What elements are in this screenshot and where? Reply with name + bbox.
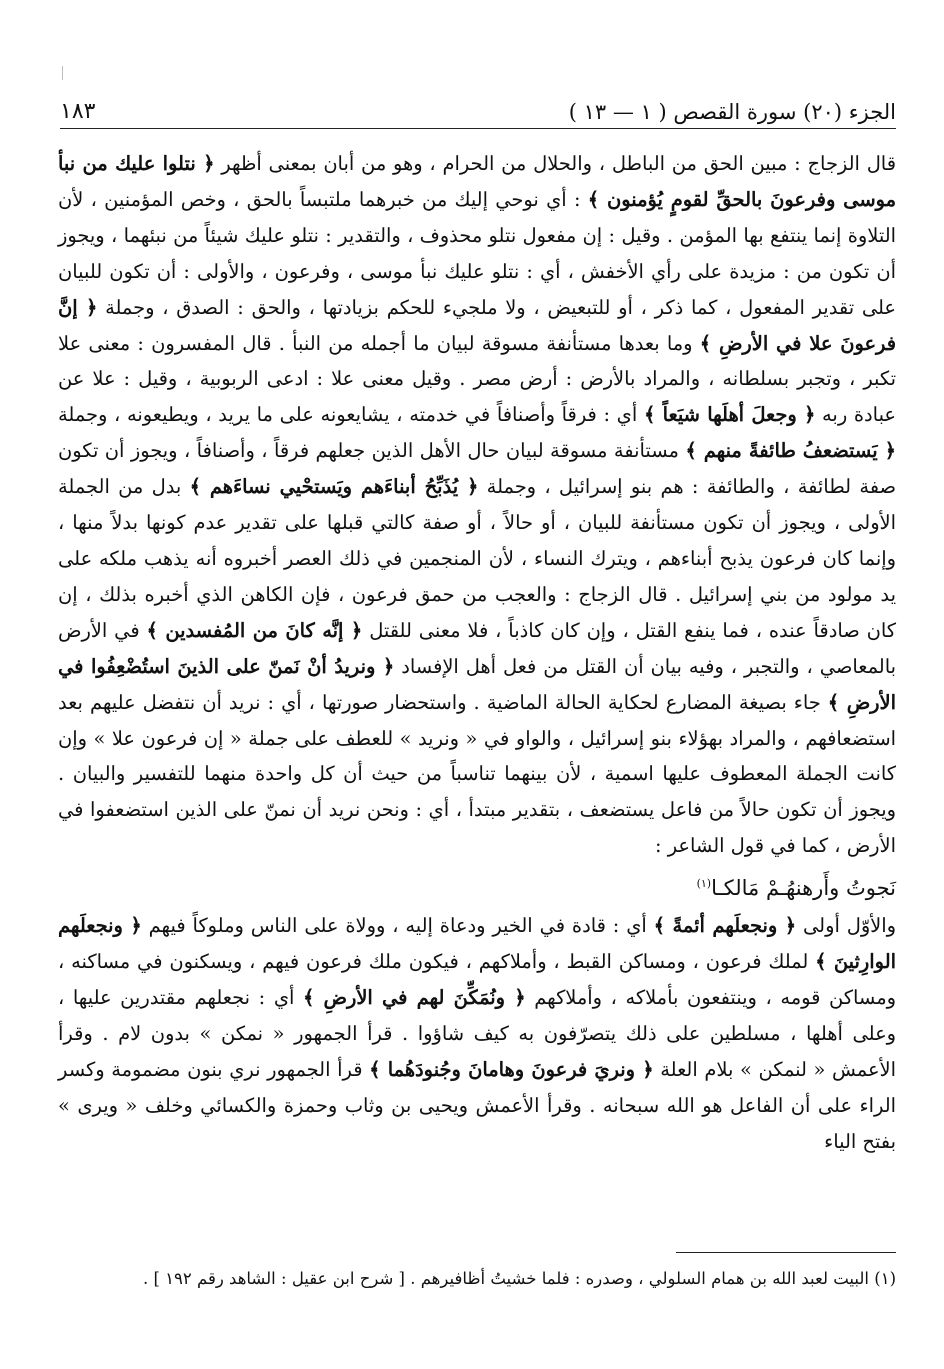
text-run: مستأنفة مسوقة لبيان حال الأهل الذين جعلهم فرقاً ، وأصنافاً ، ويجوز أن تكون صفة لطائفة ، والطائفة : هم بنو إسرائيل ، وجملة <box>58 439 896 499</box>
text-run: والأوّل أولى <box>796 914 896 938</box>
quran-quote: ﴿ ونريَ فرعونَ وهامانَ وجُنودَهُما ﴾ <box>369 1057 654 1081</box>
quran-quote: ﴿ ونجعلَهم أئمةً ﴾ <box>653 914 797 938</box>
text-run: جاء بصيغة المضارع لحكاية الحالة الماضية . واستحضار صورتها ، أي : نريد أن نتفضل عليهم بعد استضعافهم ، والمراد بهؤلاء بنو إسرائيل ، والواو في « ونريد » للعطف على جملة « إن فرعون علا » وإن كانت الجملة المعطوف عليها اسمية ، لأن بينهما تناسباً من حيث أن كل واحدة منهما للتفسير والبيان . ويجوز أن تكون حالاً من فاعل يستضعف ، بتقدير مبتدأ ، أي : ونحن نريد أن نمنّ على الذين استضعفوا في الأرض ، كما في قول الشاعر : <box>58 690 896 858</box>
quran-quote: ﴿ ونُمَكِّنَ لهم في الأرضِ ﴾ <box>303 985 526 1009</box>
quran-quote: ﴿ إنَّه كانَ من المُفسدين ﴾ <box>146 618 363 642</box>
text-run: بدل من الجملة الأولى ، ويجوز أن تكون مستأنفة للبيان ، أو حالاً ، أو صفة كالتي قبلها على تقدير عدم كونها بدلاً منها ، وإنما كان فرعون يذبح أبناءهم ، ويترك النساء ، لأن المنجمين في ذلك العصر أخبروه أنه يذهب ملكه على يد مولود من بني إسرائيل . قال الزجاج : والعجب من حمق فرعون ، فإن الكاهن الذي أخبره بذلك ، إن كان صادقاً عنده ، فما ينفع القتل ، وإن كان كاذباً ، فلا معنى للقتل <box>58 475 896 642</box>
verse-text: نَجوتُ وأَرهنهُـمْ مَالكـا <box>711 876 896 901</box>
footnote-divider <box>676 1252 896 1253</box>
quran-quote: ﴿ إنَّ فرعونَ علا في الأرضِ ﴾ <box>58 295 897 355</box>
quran-quote: ﴿ ونجعلَهم الوارِثينَ ﴾ <box>58 914 896 974</box>
text-run: وما بعدها مستأنفة مسوقة لبيان ما أجمله من النبأ . قال المفسرون : معنى علا تكبر ، وتجبر بسلطانه ، والمراد بالأرض : أرض مصر . وقيل معنى علا : ادعى الربوبية ، وقيل : علا عن عبادة ربه <box>58 331 896 427</box>
text-run: في الأرض بالمعاصي ، والتجبر ، وفيه بيان أن القتل من فعل أهل الإفساد <box>58 618 897 678</box>
quran-quote: ﴿ وجعلَ أهلَها شيَعاً ﴾ <box>643 403 816 427</box>
quran-quote: ﴿ ونريدُ أنْ نَمنّ على الذينَ استُضْعِفُوا في الأرضِ ﴾ <box>58 654 896 714</box>
text-run: لملك فرعون ، ومساكن القبط ، وأملاكهم ، فيكون ملك فرعون فيهم ، ويسكنون في مساكنه ، ومساكن قومه ، وينتفعون بأملاكه ، وأملاكهم <box>58 950 896 1009</box>
footnote-marker: (١) <box>696 877 712 891</box>
text-run: قال الزجاج : مبين الحق من الباطل ، والحلال من الحرام ، وهو من أبان بمعنى أظهر <box>214 152 896 175</box>
text-run: : أي نوحي إليك من خبرهما ملتبساً بالحق ، وخص المؤمنين ، لأن التلاوة إنما ينتفع بها المؤمن . وقيل : إن مفعول نتلو محذوف ، والتقدير : نتلو عليك شيئاً من نبئهما ، ويجوز أن تكون من : مزيدة على رأي الأخفش ، أي : نتلو عليك نبأ موسى ، وفرعون ، والأولى : أن تكون للبيان على تقدير المفعول ، كما ذكر ، أو للتبعيض ، ولا ملجيء للحكم بزيادتها ، والحق : الصدق ، وجملة <box>58 187 896 319</box>
text-run: أي : نجعلهم مقتدرين عليها ، وعلى أهلها ، مسلطين على ذلك يتصرّفون به كيف شاؤوا . قرأ الجمهور « نمكن » بدون لام . وقرأ الأعمش « لنمكن » بلام العلة <box>58 985 897 1081</box>
text-run: أي : فرقاً وأصنافاً في خدمته ، يشايعونه على ما يريد ، ويطيعونه ، وجملة <box>58 403 644 427</box>
footnote: (١) البيت لعبد الله بن همام السلولي ، وصدره : فلما خشيتُ أظافيرهم . [ شرح ابن عقيل : الشاهد رقم ١٩٢ ] . <box>142 1269 896 1288</box>
page-number: ١٨٣ <box>60 99 96 124</box>
page-header <box>60 92 896 129</box>
text-run: أي : قادة في الخير ودعاة إليه ، وولاة على الناس وملوكاً فيهم <box>141 914 654 938</box>
body-text <box>58 146 896 1159</box>
running-title: الجزء (٢٠) سورة القصص ( ١ — ١٣ ) <box>568 100 896 124</box>
quran-quote: ﴿ نتلوا عليك من نبأ موسى وفرعونَ بالحقِّ لقومٍ يُؤمنون ﴾ <box>58 152 896 211</box>
text-run: قرأ الجمهور نري بنون مضمومة وكسر الراء على أن الفاعل هو الله سبحانه . وقرأ الأعمش ويحيى بن وثاب وحمزة والكسائي وخلف « ويرى » بفتح الياء <box>58 1057 896 1153</box>
quran-quote: ﴿ يَستضعفُ طائفةً منهم ﴾ <box>685 439 896 463</box>
paragraph-2 <box>58 908 896 1159</box>
paragraph-1 <box>58 146 896 864</box>
scan-edge-mark <box>62 66 63 80</box>
quran-quote: ﴿ يُذَبِّحُ أبناءَهم ويَستحْيي نساءَهم ﴾ <box>189 475 479 499</box>
poetry-verse <box>58 864 896 908</box>
